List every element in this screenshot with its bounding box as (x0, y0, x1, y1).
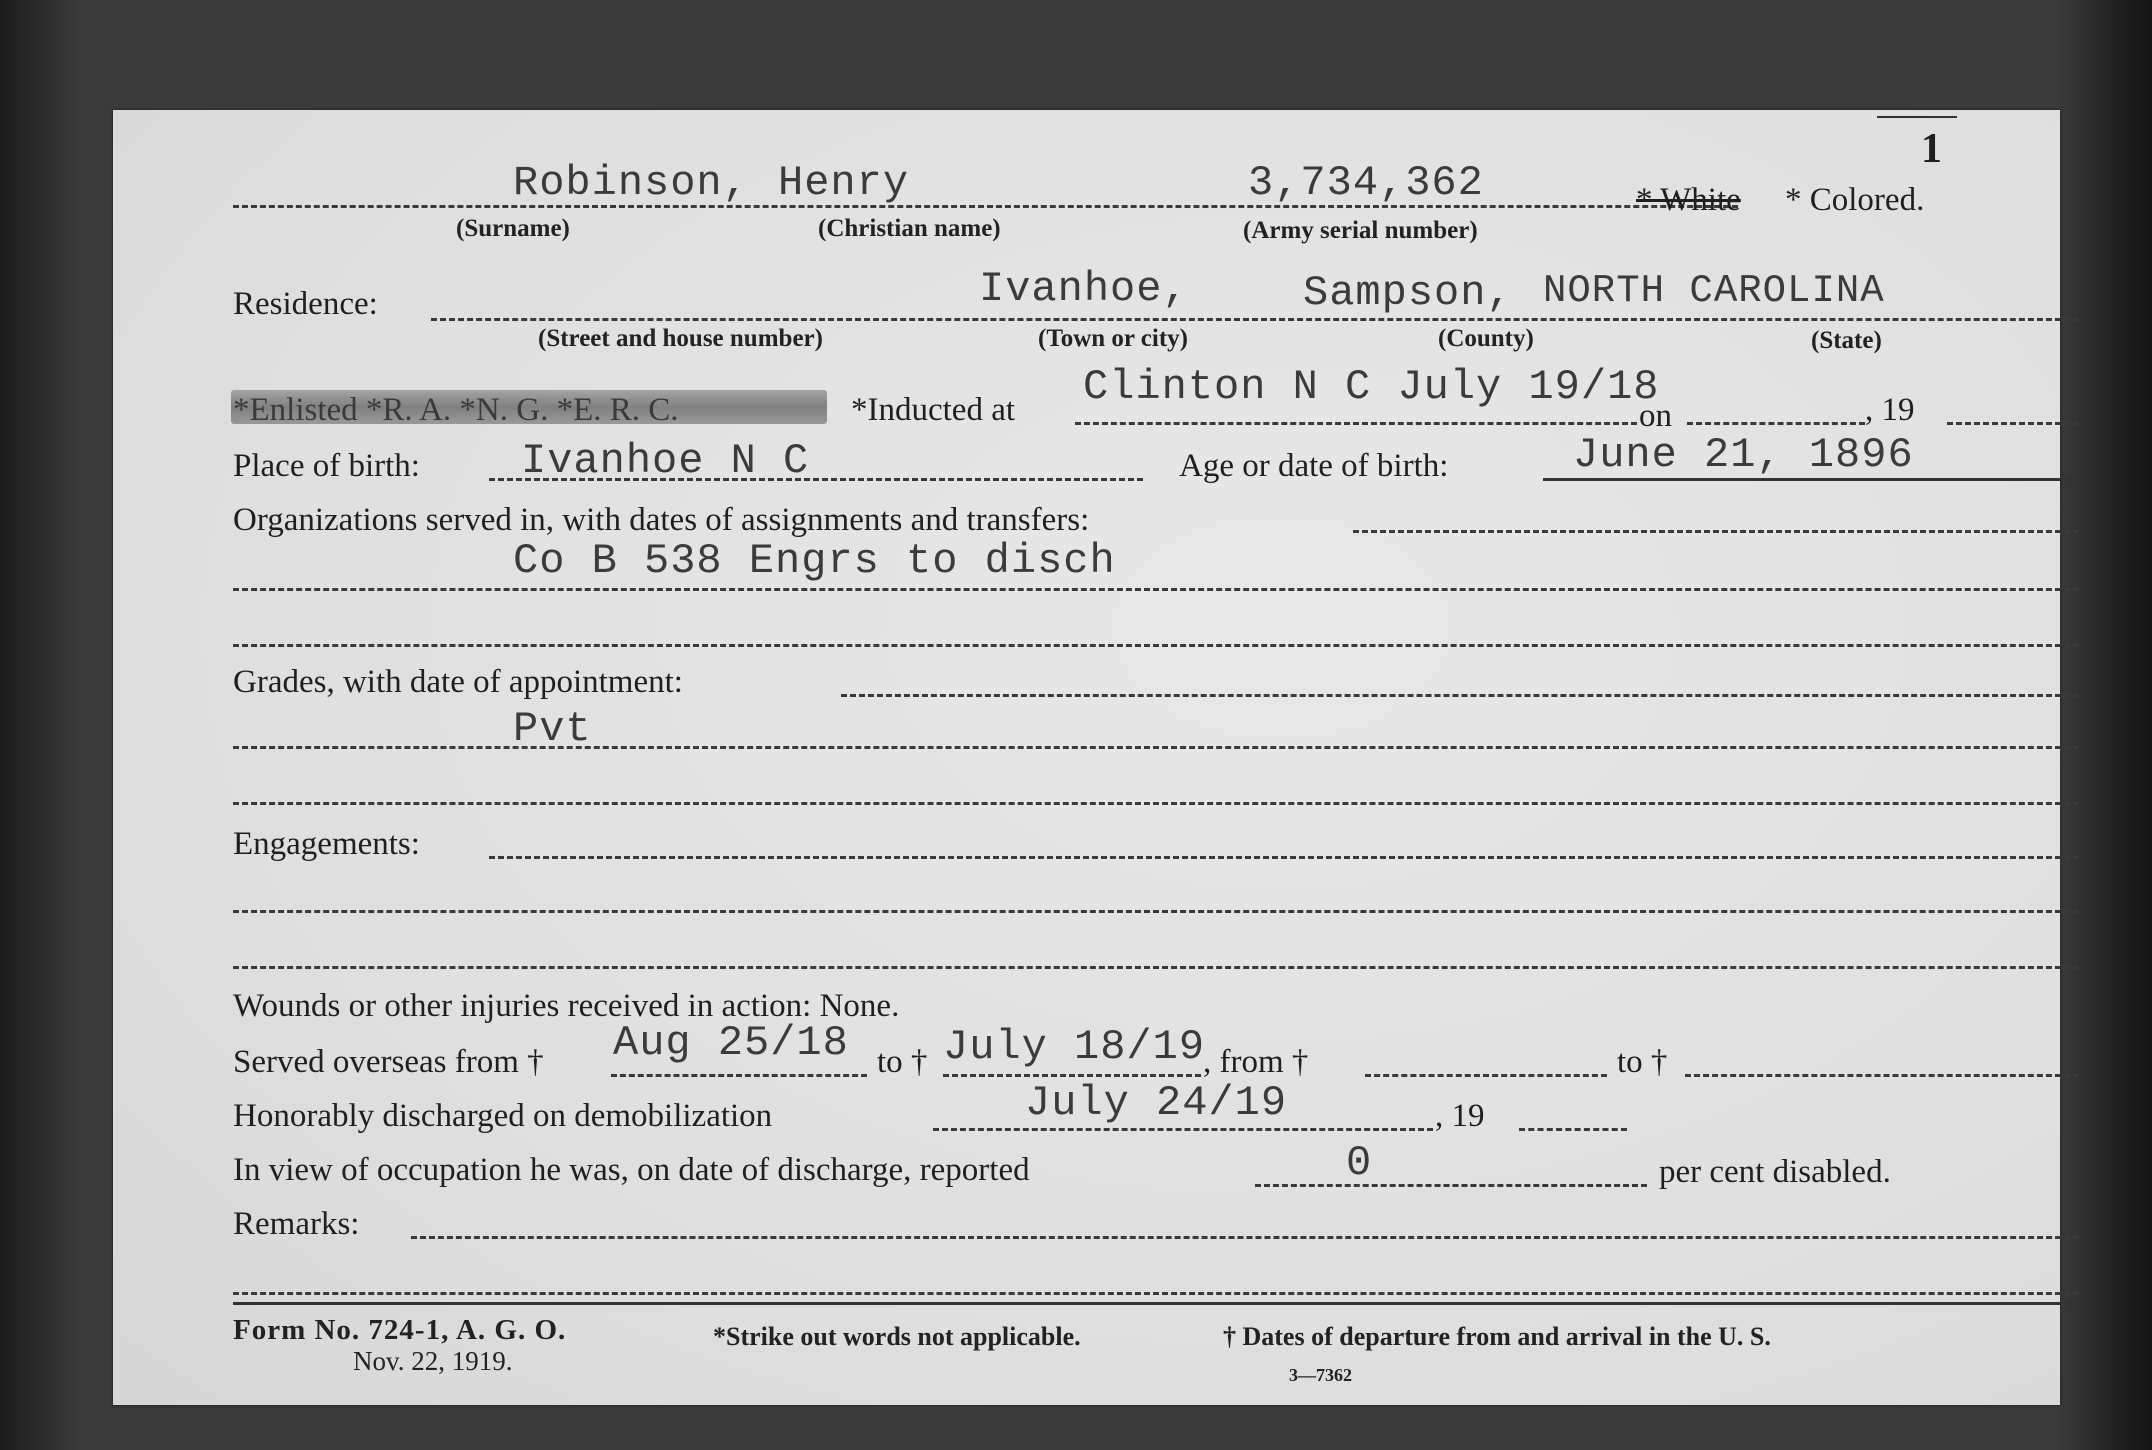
organizations-value: Co B 538 Engrs to disch (513, 537, 1116, 585)
footnote-dates: † Dates of departure from and arrival in the U. S. (1223, 1322, 1771, 1351)
discharge-year-prefix: , 19 (1435, 1098, 1485, 1134)
inducted-at-value: Clinton N C July 19/18 (1083, 363, 1660, 411)
age-label: Age or date of birth: (1179, 448, 1449, 484)
state-caption: (State) (1811, 327, 1882, 354)
residence-county-value: Sampson, (1303, 269, 1513, 317)
discharge-year-line (1519, 1128, 1627, 1131)
remarks-line-2 (233, 1292, 2079, 1295)
christian-name-value: Henry (778, 159, 910, 207)
engagements-line-1 (489, 856, 2079, 859)
race-colored-option: * Colored. (1785, 182, 1925, 218)
enlistment-type-options: *Enlisted *R. A. *N. G. *E. R. C. (233, 392, 679, 428)
county-caption: (County) (1438, 325, 1534, 352)
grades-label: Grades, with date of appointment: (233, 664, 683, 700)
place-of-birth-label: Place of birth: (233, 448, 420, 484)
footnote-strike-out: *Strike out words not applicable. (713, 1322, 1081, 1351)
inducted-year-prefix: , 19 (1865, 392, 1915, 428)
place-of-birth-value: Ivanhoe N C (521, 437, 810, 485)
disability-percent-value: 0 (1346, 1139, 1373, 1187)
organizations-label: Organizations served in, with dates of assignments and transfers: (233, 502, 1090, 538)
overseas-from-2-line (1365, 1074, 1607, 1077)
grades-line-3 (233, 802, 2079, 805)
served-overseas-to-value: July 18/19 (943, 1023, 1206, 1071)
residence-label: Residence: (233, 286, 378, 322)
served-overseas-from-value: Aug 25/18 (613, 1019, 849, 1067)
form-number: Form No. 724-1, A. G. O. (233, 1314, 567, 1346)
discharge-label: Honorably discharged on demobilization (233, 1098, 773, 1134)
army-serial-value: 3,734,362 (1248, 159, 1484, 207)
form-date: Nov. 22, 1919. (353, 1346, 513, 1376)
residence-state-value: NORTH CAROLINA (1543, 269, 1885, 313)
scan-border-left (0, 0, 80, 1450)
town-caption: (Town or city) (1038, 325, 1188, 352)
age-line (1543, 478, 2079, 481)
army-serial-caption: (Army serial number) (1243, 217, 1478, 244)
overseas-to-line (943, 1074, 1201, 1077)
residence-line (431, 318, 2079, 321)
overseas-from-2-label: , from † (1203, 1044, 1309, 1080)
inducted-on-line (1687, 422, 1865, 425)
surname-value: Robinson, (513, 159, 749, 207)
overseas-to-2-label: to † (1617, 1044, 1668, 1080)
footer-rule (233, 1302, 2079, 1305)
name-line (233, 205, 1738, 208)
inducted-year-line (1947, 422, 2079, 425)
organizations-line-2 (233, 588, 2079, 591)
age-value: June 21, 1896 (1573, 431, 1914, 479)
christian-name-caption: (Christian name) (818, 215, 1001, 242)
print-code: 3—7362 (1289, 1365, 1352, 1385)
grades-value: Pvt (513, 705, 592, 753)
organizations-line-1 (1353, 530, 2079, 533)
inducted-at-line (1075, 422, 1637, 425)
grades-line-2 (233, 746, 2079, 749)
card-number: 1 (1921, 126, 1942, 172)
discharge-date-value: July 24/19 (1025, 1079, 1288, 1127)
street-caption: (Street and house number) (538, 325, 823, 352)
overseas-to-2-line (1685, 1074, 2079, 1077)
remarks-label: Remarks: (233, 1206, 360, 1242)
overseas-from-line (611, 1074, 867, 1077)
residence-town-value: Ivanhoe, (979, 265, 1189, 313)
engagements-label: Engagements: (233, 826, 420, 862)
scan-border-right (2057, 0, 2152, 1450)
disability-suffix: per cent disabled. (1659, 1154, 1891, 1190)
overseas-to-label: to † (877, 1044, 928, 1080)
service-record-card (113, 110, 2060, 1405)
engagements-line-3 (233, 966, 2079, 969)
disability-line (1255, 1184, 1647, 1187)
engagements-line-2 (233, 910, 2079, 913)
inducted-on-label: on (1639, 398, 1672, 434)
organizations-line-3 (233, 644, 2079, 647)
remarks-line-1 (411, 1236, 2079, 1239)
disability-label: In view of occupation he was, on date of discharge, reported (233, 1152, 1030, 1188)
served-overseas-label: Served overseas from † (233, 1044, 544, 1080)
surname-caption: (Surname) (456, 215, 570, 242)
grades-line-1 (841, 694, 2079, 697)
wounds-label: Wounds or other injuries received in action: None. (233, 988, 900, 1024)
inducted-at-label: *Inducted at (851, 392, 1016, 428)
place-of-birth-line (489, 478, 1143, 481)
discharge-line (933, 1128, 1433, 1131)
race-white-option: * White (1636, 182, 1741, 218)
card-number-rule (1877, 116, 1957, 118)
